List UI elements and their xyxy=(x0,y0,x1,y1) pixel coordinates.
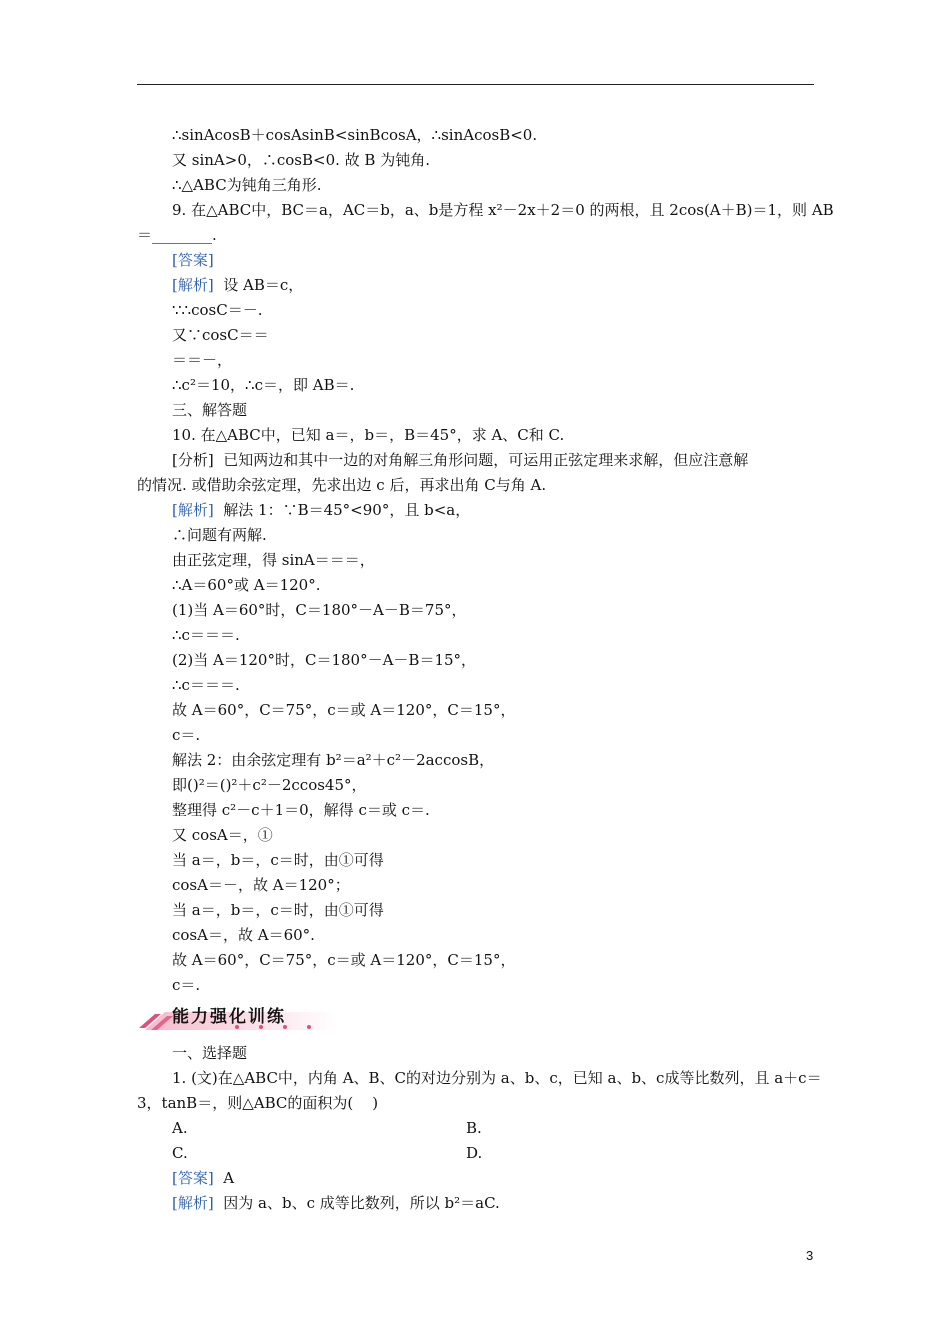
line-text: ∴c²＝10，∴c＝，即 AB＝. xyxy=(172,376,355,394)
line-text: 设 AB＝c， xyxy=(213,276,304,294)
line-text: [分析] 已知两边和其中一边的对角解三角形问题，可运用正弦定理来求解，但应注意解 xyxy=(172,451,749,469)
text-line xyxy=(172,401,247,419)
text-line xyxy=(137,1094,378,1112)
line-text: ∴c＝＝＝. xyxy=(172,626,240,644)
line-text: 故 A＝60°，C＝75°，c＝或 A＝120°，C＝15°， xyxy=(172,951,516,969)
line-text: 又 cosA＝，① xyxy=(172,826,273,844)
text-line xyxy=(172,526,267,544)
text-line xyxy=(172,301,262,319)
line-text: 又∵cosC＝＝ xyxy=(172,326,269,344)
line-text: ∴△ABC为钝角三角形. xyxy=(172,176,322,194)
line-text: 因为 a、b、c 成等比数列，所以 b²＝aC. xyxy=(213,1194,500,1212)
text-line xyxy=(172,126,537,144)
line-text: ∴A＝60°或 A＝120°. xyxy=(172,576,321,594)
section-banner-title: 能力强化训练 xyxy=(172,1007,286,1027)
text-line xyxy=(172,251,214,269)
line-text: 解法 2：由余弦定理有 b²＝a²＋c²－2accosB， xyxy=(172,751,495,769)
answer-tag: [解析] xyxy=(172,501,214,519)
page-number: 3 xyxy=(806,1248,814,1263)
text-line xyxy=(172,626,240,644)
line-text: 又 sinA>0，∴cosB<0. 故 B 为钝角. xyxy=(172,151,430,169)
line-text: c＝. xyxy=(172,976,201,994)
text-line xyxy=(172,451,748,469)
text-line xyxy=(172,801,430,819)
text-line xyxy=(172,351,232,369)
line-text: (1)当 A＝60°时，C＝180°－A－B＝75°， xyxy=(172,601,467,619)
line-text: 一、选择题 xyxy=(172,1044,248,1062)
line-text: 故 A＝60°，C＝75°，c＝或 A＝120°，C＝15°， xyxy=(172,701,516,719)
text-line xyxy=(172,776,367,794)
text-line xyxy=(172,576,320,594)
line-text: 三、解答题 xyxy=(172,401,248,419)
line-text: ∴sinAcosB＋cosAsinB<sinBcosA，∴sinAcosB<0. xyxy=(172,126,538,144)
text-line xyxy=(172,751,494,769)
text-line xyxy=(172,326,269,344)
line-text: 3，tanB＝，则△ABC的面积为( ) xyxy=(137,1094,379,1112)
text-line xyxy=(172,1069,822,1087)
text-line xyxy=(466,1144,482,1162)
line-text: D. xyxy=(466,1144,483,1162)
text-line xyxy=(172,976,200,994)
text-line xyxy=(172,1144,188,1162)
text-line xyxy=(172,176,321,194)
line-text: cosA＝－，故 A＝120°； xyxy=(172,876,350,894)
line-text: 10. 在△ABC中，已知 a＝，b＝，B＝45°，求 A、C和 C. xyxy=(172,426,565,444)
answer-tag: [答案] xyxy=(172,1169,214,1187)
line-text: 整理得 c²－c＋1＝0，解得 c＝或 c＝. xyxy=(172,801,430,819)
text-line xyxy=(137,226,217,244)
line-text: ∴问题有两解. xyxy=(172,526,267,544)
line-text: ＝＝－， xyxy=(172,351,233,369)
text-line xyxy=(172,276,303,294)
text-line xyxy=(466,1119,482,1137)
text-line xyxy=(172,701,515,719)
line-text: 即()²＝()²＋c²－2ccos45°， xyxy=(172,776,367,794)
text-line xyxy=(172,426,564,444)
text-line xyxy=(172,1044,247,1062)
header-rule xyxy=(137,84,814,85)
line-text: A. xyxy=(172,1119,188,1137)
text-line xyxy=(172,376,354,394)
line-text: 当 a＝，b＝，c＝时，由①可得 xyxy=(172,851,384,869)
text-line xyxy=(172,501,470,519)
answer-tag: [解析] xyxy=(172,276,214,294)
line-text: 的情况. 或借助余弦定理，先求出边 c 后，再求出角 C与角 A. xyxy=(137,476,547,494)
line-text: B. xyxy=(466,1119,482,1137)
line-text: 由正弦定理，得 sinA＝＝＝， xyxy=(172,551,375,569)
text-line xyxy=(172,851,384,869)
line-text: 9. 在△ABC中，BC＝a，AC＝b，a、b是方程 x²－2x＋2＝0 的两根，且 2cos(A＋B)＝1，则 AB xyxy=(172,201,834,219)
text-line xyxy=(172,926,315,944)
text-line xyxy=(137,476,546,494)
answer-tag: [解析] xyxy=(172,1194,214,1212)
line-text: cosA＝，故 A＝60°. xyxy=(172,926,315,944)
line-text: 解法 1：∵B＝45°<90°，且 b<a， xyxy=(213,501,471,519)
text-line xyxy=(172,726,200,744)
text-line xyxy=(172,1194,500,1212)
text-line xyxy=(172,601,467,619)
text-line xyxy=(172,826,273,844)
text-line xyxy=(172,901,384,919)
text-line xyxy=(172,876,350,894)
answer-tag: [答案] xyxy=(172,251,214,269)
text-line xyxy=(172,151,430,169)
text-line xyxy=(172,201,834,219)
text-line xyxy=(172,951,515,969)
text-line xyxy=(172,1119,188,1137)
line-text: c＝. xyxy=(172,726,201,744)
text-line xyxy=(172,551,375,569)
text-line xyxy=(172,1169,234,1187)
text-line xyxy=(172,676,240,694)
line-text: A xyxy=(213,1169,235,1187)
line-text: C. xyxy=(172,1144,188,1162)
line-text: ∴c＝＝＝. xyxy=(172,676,240,694)
line-text: ∵∴cosC＝－. xyxy=(172,301,263,319)
line-text: 当 a＝，b＝，c＝时，由①可得 xyxy=(172,901,384,919)
line-text: 1. (文)在△ABC中，内角 A、B、C的对边分别为 a、b、c，已知 a、b、c成等比数列，且 a＋c＝ xyxy=(172,1069,822,1087)
line-text: (2)当 A＝120°时，C＝180°－A－B＝15°， xyxy=(172,651,477,669)
line-text: ＝________. xyxy=(137,226,217,244)
text-line xyxy=(172,651,476,669)
